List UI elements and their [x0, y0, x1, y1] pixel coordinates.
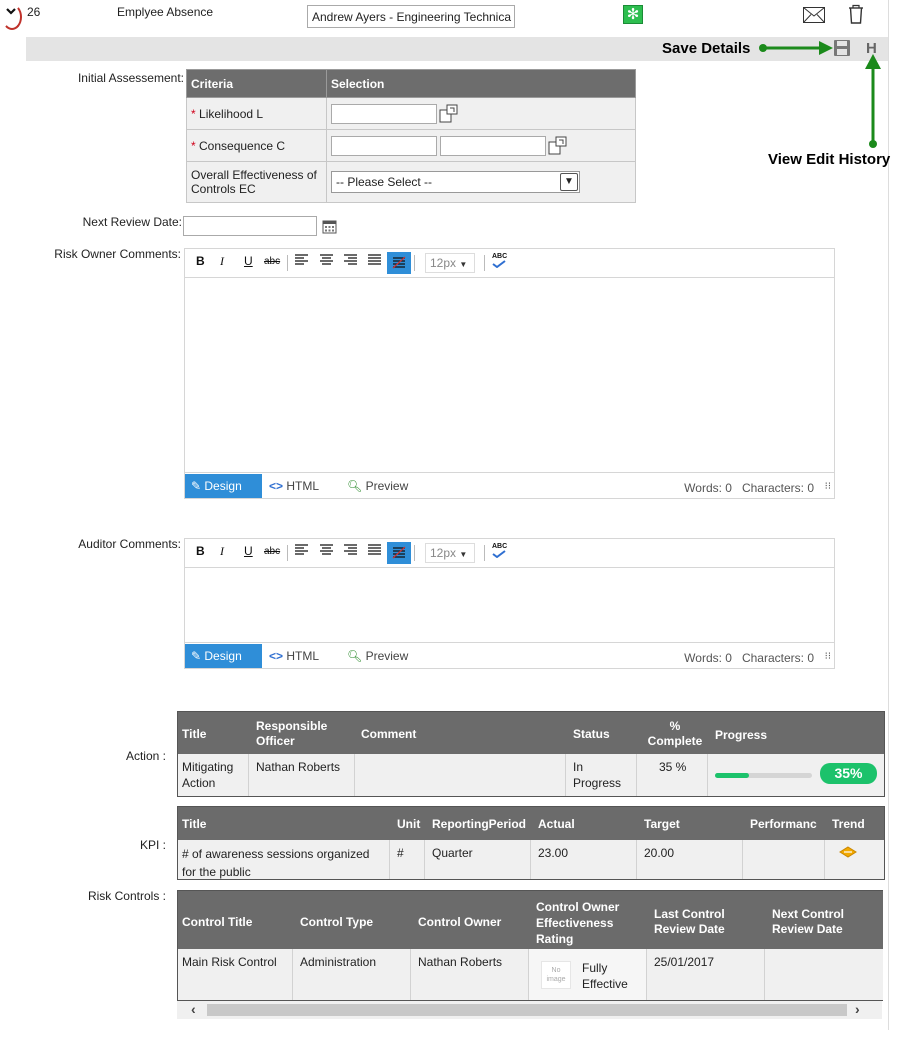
preview-magnifier-icon: 🔍︎ — [347, 479, 363, 493]
risk-controls-label: Risk Controls : — [87, 889, 166, 903]
kpi-period: Quarter — [432, 846, 473, 860]
italic-button[interactable]: I — [220, 544, 224, 558]
align-right-icon[interactable] — [344, 544, 357, 559]
font-size-value: 12px — [430, 256, 457, 270]
justify-icon[interactable] — [368, 254, 381, 269]
align-right-icon[interactable] — [344, 254, 357, 269]
col-reporting-period: ReportingPeriod — [432, 817, 527, 831]
history-icon[interactable]: H — [866, 40, 877, 57]
col-actual: Actual — [538, 817, 575, 831]
col-percent-complete: % Complete — [647, 719, 703, 748]
calendar-icon[interactable] — [322, 219, 337, 237]
consequence-label: Consequence C — [199, 138, 286, 153]
action-status: In Progress — [573, 760, 622, 790]
auditor-comments-label: Auditor Comments: — [78, 537, 181, 551]
control-owner: Nathan Roberts — [418, 955, 503, 969]
auditor-comment-area[interactable] — [185, 567, 834, 643]
action-title: Mitigating Action — [182, 760, 234, 790]
owner-field[interactable]: Andrew Ayers - Engineering Technica — [307, 5, 515, 28]
action-label: Action : — [125, 749, 166, 763]
toolbar-divider — [287, 545, 288, 561]
kpi-target: 20.00 — [644, 846, 675, 860]
progress-fill — [715, 773, 749, 778]
code-icon: <> — [269, 649, 284, 663]
record-title: Emplyee Absence — [117, 5, 214, 19]
preview-label: Preview — [365, 479, 409, 493]
html-label: HTML — [286, 649, 320, 663]
effectiveness-selected: -- Please Select -- — [336, 175, 433, 189]
consequence-selection — [327, 130, 636, 162]
col-control-title: Control Title — [182, 915, 253, 929]
col-effectiveness-rating: Control Owner Effectiveness Rating — [536, 900, 620, 946]
chevron-down-icon[interactable] — [5, 5, 17, 20]
likelihood-selection — [327, 98, 636, 130]
col-comment: Comment — [361, 727, 417, 741]
editor-toolbar — [185, 249, 834, 277]
toolbar-divider — [287, 255, 288, 271]
font-size-value: 12px — [430, 546, 457, 560]
snowflake-status-icon[interactable]: ✻ — [623, 5, 643, 24]
spellcheck-label: ABC — [492, 253, 508, 260]
consequence-input-2[interactable] — [440, 136, 546, 156]
design-mode-tab[interactable]: ✎ Design — [185, 474, 262, 498]
col-performance: Performanc — [750, 817, 817, 831]
action-grid — [177, 711, 885, 797]
auditor-editor — [184, 538, 835, 669]
criteria-header: Criteria — [187, 70, 327, 98]
action-percent-complete: 35 % — [659, 760, 687, 774]
kpi-label: KPI : — [139, 838, 166, 852]
view-edit-history-annotation: View Edit History — [768, 151, 891, 168]
col-title: Title — [182, 727, 207, 741]
col-responsible-officer: Responsible Officer — [256, 719, 328, 748]
col-control-owner: Control Owner — [418, 915, 502, 929]
preview-mode-tab[interactable] — [347, 649, 408, 663]
kpi-grid — [177, 806, 885, 880]
toolbar-divider — [484, 545, 485, 561]
font-size-select[interactable]: 12px ▼ — [425, 543, 475, 563]
toolbar-divider — [414, 255, 415, 271]
lookup-icon[interactable] — [439, 104, 459, 124]
justify-icon[interactable] — [368, 544, 381, 559]
control-title: Main Risk Control — [182, 955, 277, 969]
rating-cell — [529, 949, 646, 1001]
control-rating: Fully Effective — [582, 961, 628, 991]
toolbar-divider — [414, 545, 415, 561]
kpi-unit: # — [397, 846, 404, 860]
scrollbar-thumb[interactable] — [207, 1004, 847, 1016]
risk-owner-editor — [184, 248, 835, 499]
bold-button[interactable]: B — [196, 544, 205, 558]
effectiveness-selection — [327, 162, 636, 203]
toolbar-divider — [484, 255, 485, 271]
scroll-left-icon[interactable]: ‹ — [191, 1001, 196, 1017]
mail-icon[interactable] — [803, 7, 825, 26]
criteria-table — [186, 69, 636, 203]
risk-owner-comments-label: Risk Owner Comments: — [54, 247, 181, 261]
design-mode-tab[interactable]: ✎ Design — [185, 644, 262, 668]
word-character-count: Words: 0 Characters: 0 — [684, 481, 814, 495]
table-row[interactable] — [178, 754, 884, 796]
col-kpi-title: Title — [182, 817, 207, 831]
html-label: HTML — [286, 479, 320, 493]
effectiveness-select[interactable] — [331, 171, 580, 193]
preview-magnifier-icon: 🔍︎ — [347, 649, 363, 663]
design-label: Design — [204, 479, 242, 493]
control-last-review: 25/01/2017 — [654, 955, 715, 969]
design-label: Design — [204, 649, 242, 663]
next-review-label: Next Review Date: — [82, 215, 182, 229]
spellcheck-label: ABC — [492, 543, 508, 550]
required-marker: * — [191, 106, 196, 121]
preview-mode-tab[interactable] — [347, 479, 408, 493]
align-center-icon[interactable] — [320, 254, 333, 269]
save-icon[interactable] — [833, 39, 851, 60]
kpi-actual: 23.00 — [538, 846, 569, 860]
preview-label: Preview — [365, 649, 409, 663]
underline-button[interactable]: U — [244, 544, 253, 558]
code-icon: <> — [269, 479, 284, 493]
kpi-grid-header — [178, 807, 884, 840]
col-progress: Progress — [715, 728, 768, 742]
action-grid-header — [178, 712, 884, 754]
risk-owner-comment-area[interactable] — [185, 277, 834, 473]
table-row[interactable] — [178, 949, 883, 1001]
spellcheck-button[interactable] — [492, 253, 507, 268]
strikethrough-button[interactable]: abc — [264, 256, 281, 267]
selection-header: Selection — [327, 70, 636, 98]
no-image-placeholder: No image — [541, 961, 571, 989]
horizontal-scrollbar[interactable] — [177, 1001, 882, 1019]
bold-button[interactable]: B — [196, 254, 205, 268]
resize-grip-icon[interactable]: ⁝⁝ — [824, 481, 831, 492]
trash-icon[interactable] — [848, 4, 864, 27]
strikethrough-button[interactable]: abc — [264, 546, 281, 557]
format-active-icon[interactable] — [387, 542, 411, 564]
chevron-down-icon[interactable]: ▼ — [560, 173, 578, 191]
consequence-cell — [187, 130, 327, 162]
html-mode-tab[interactable] — [269, 649, 319, 663]
italic-button[interactable]: I — [220, 254, 224, 268]
scroll-right-icon[interactable]: › — [855, 1001, 860, 1017]
align-center-icon[interactable] — [320, 544, 333, 559]
align-left-icon[interactable] — [295, 544, 308, 559]
col-unit: Unit — [397, 817, 421, 831]
likelihood-input[interactable] — [331, 104, 437, 124]
html-mode-tab[interactable] — [269, 479, 319, 493]
control-type: Administration — [300, 955, 377, 969]
lookup-icon[interactable] — [548, 136, 568, 156]
risk-controls-grid — [177, 890, 883, 1001]
action-officer: Nathan Roberts — [256, 760, 341, 774]
font-size-select[interactable]: 12px ▼ — [425, 253, 475, 273]
underline-button[interactable]: U — [244, 254, 253, 268]
save-details-annotation: Save Details — [662, 40, 751, 57]
controls-grid-header — [178, 891, 883, 949]
col-status: Status — [573, 727, 610, 741]
required-marker: * — [191, 138, 196, 153]
effectiveness-label: Overall Effectiveness of Controls EC — [187, 162, 327, 203]
diamond-trend-icon — [839, 846, 857, 862]
spellcheck-button[interactable] — [492, 543, 507, 558]
resize-grip-icon[interactable]: ⁝⁝ — [824, 651, 831, 662]
progress-bar — [715, 773, 812, 778]
initial-assessment-label: Initial Assessement: — [77, 71, 184, 85]
progress-badge: 35% — [820, 763, 877, 784]
align-left-icon[interactable] — [295, 254, 308, 269]
likelihood-label: Likelihood L — [199, 106, 264, 121]
table-row[interactable] — [178, 840, 884, 880]
record-number: 26 — [27, 5, 41, 19]
col-target: Target — [644, 817, 680, 831]
editor-toolbar — [185, 539, 834, 567]
col-next-review: Next Control Review Date — [772, 907, 844, 936]
col-trend: Trend — [832, 817, 865, 831]
word-character-count: Words: 0 Characters: 0 — [684, 651, 814, 665]
col-control-type: Control Type — [300, 915, 374, 929]
likelihood-cell — [187, 98, 327, 130]
editor-footer — [185, 644, 834, 668]
format-active-icon[interactable] — [387, 252, 411, 274]
col-last-review: Last Control Review Date — [654, 907, 725, 936]
editor-footer — [185, 474, 834, 498]
kpi-title: # of awareness sessions organized for the public — [182, 847, 370, 879]
next-review-date-input[interactable] — [183, 216, 317, 236]
consequence-input[interactable] — [331, 136, 437, 156]
